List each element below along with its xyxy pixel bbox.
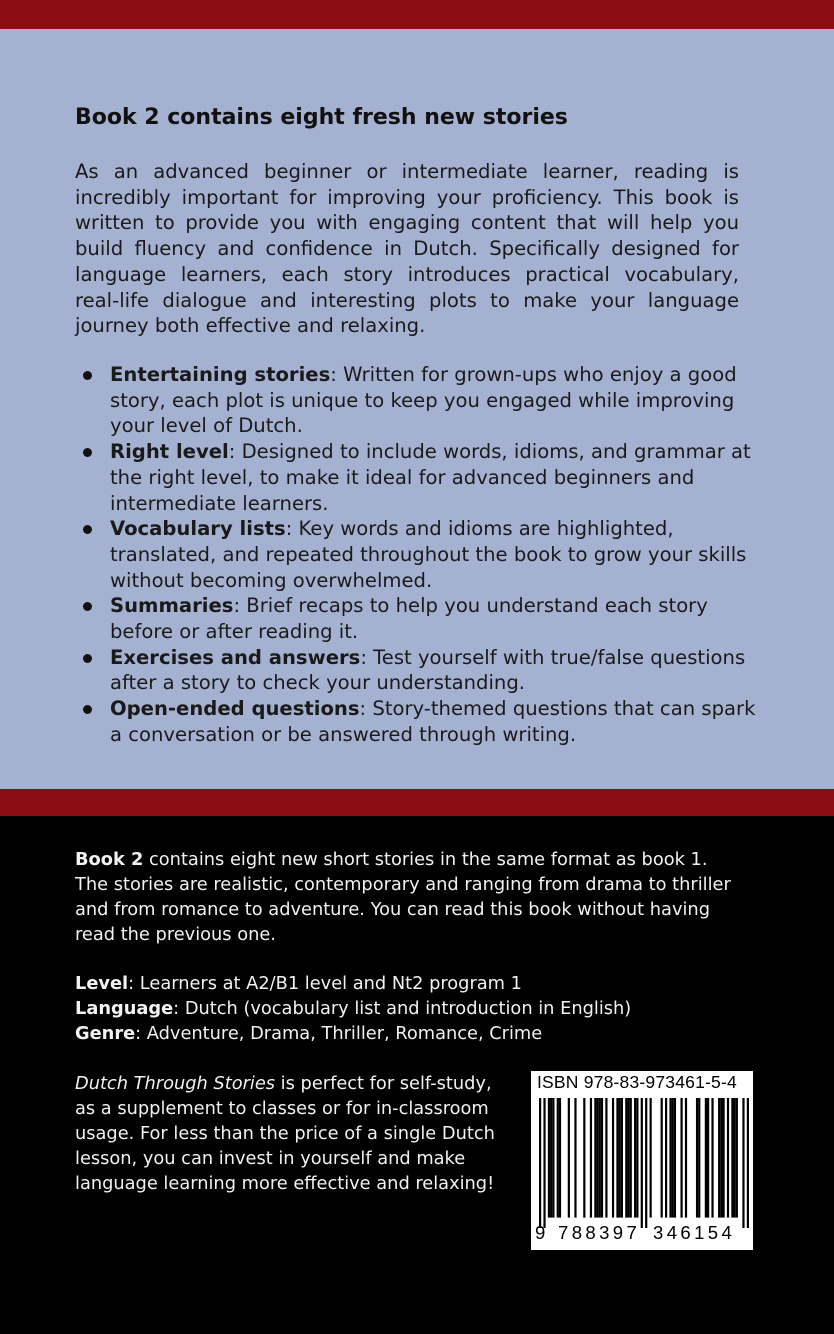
feature-text: : Test yourself with true/false questions after a story to check your understanding.: [110, 645, 746, 695]
barcode-bar: [612, 1098, 614, 1218]
bullet-icon: [83, 705, 92, 714]
list-item: [75, 645, 765, 696]
barcode-bar: [550, 1098, 552, 1218]
section-heading: Book 2 contains eight fresh new stories: [75, 105, 568, 130]
barcode-bar: [634, 1098, 636, 1218]
meta-label: Genre: [75, 1023, 136, 1044]
feature-list: [75, 362, 765, 748]
barcode-bar: [557, 1098, 559, 1218]
barcode-bars: [539, 1098, 749, 1228]
feature-term: Entertaining stories: [110, 363, 331, 386]
list-item: [75, 362, 765, 439]
series-pitch-text: is perfect for self-study, as a supplement to classes or for in-classroom usage. For less than the price of a single Dutch lesson, you can invest in yourself and make language learning more effective and relaxing!: [75, 1073, 495, 1194]
feature-term: Right level: [110, 440, 229, 464]
feature-term: Exercises and answers: [110, 645, 361, 669]
isbn-label: ISBN 978-83-973461-5-4: [537, 1072, 737, 1092]
top-red-band: [0, 0, 834, 29]
meta-value: : Learners at A2/B1 level and Nt2 program 1: [128, 973, 522, 994]
barcode-bar: [698, 1098, 700, 1218]
list-item: [75, 696, 765, 747]
book-summary: [75, 847, 745, 947]
book-metadata: [75, 971, 755, 1046]
barcode-guard-bar: [539, 1098, 541, 1228]
feature-text: : Key words and idioms are highlighted, translated, and repeated throughout the book to grow your skills without becoming overwhelmed.: [110, 517, 747, 592]
list-item: [75, 516, 765, 593]
barcode-bar: [718, 1098, 720, 1218]
barcode-bar: [661, 1098, 663, 1218]
series-title: Dutch Through Stories: [75, 1073, 276, 1094]
barcode-bar: [680, 1098, 682, 1218]
barcode-bar: [616, 1098, 618, 1218]
barcode-guard-bar: [543, 1098, 545, 1228]
barcode-bar: [705, 1098, 707, 1218]
barcode-bar: [599, 1098, 601, 1218]
barcode-bar: [552, 1098, 554, 1218]
book-summary-text: contains eight new short stories in the same format as book 1. The stories are realistic, contemporary and ranging from drama to thriller and from romance to adventure. You can read this book without having read the previous one.: [75, 849, 731, 945]
barcode-bar: [601, 1098, 603, 1218]
feature-text: : Designed to include words, idioms, and grammar at the right level, to make it ideal for advanced beginners and intermediate learners.: [110, 440, 751, 515]
meta-label: Language: [75, 998, 174, 1019]
barcode-bar: [734, 1098, 736, 1218]
barcode-guard-bar: [747, 1098, 749, 1228]
bullet-icon: [83, 602, 92, 611]
bullet-icon: [83, 371, 92, 380]
barcode-bar: [711, 1098, 713, 1218]
barcode-guard-bar: [641, 1098, 643, 1228]
barcode-bar: [685, 1098, 687, 1218]
barcode-bar: [636, 1098, 638, 1218]
barcode-bar: [596, 1098, 598, 1218]
barcode-bar: [583, 1098, 585, 1218]
barcode-bar: [590, 1098, 592, 1218]
barcode-bar: [621, 1098, 623, 1218]
feature-text: : Story-themed questions that can spark a conversation or be answered through writing.: [110, 697, 756, 746]
bullet-icon: [83, 448, 92, 457]
list-item: [75, 439, 765, 516]
barcode-bar: [627, 1098, 629, 1218]
barcode-bar: [568, 1098, 570, 1218]
barcode-digit-first: 9: [535, 1222, 546, 1243]
barcode-bar: [619, 1098, 621, 1218]
meta-label: Level: [75, 973, 129, 994]
barcode-digits-right: 346154: [653, 1222, 736, 1243]
series-pitch: [75, 1071, 495, 1196]
intro-paragraph: As an advanced beginner or intermediate learner, reading is incredibly important for improving your proficiency. This book is written to provide you with engaging content that will help you build fluency and confidence in Dutch. Specifically designed for language learners, each story introduces practical vocabulary, real-life dialogue and interesting plots to make your language journey both effective and relaxing.: [75, 160, 739, 338]
meta-level: [75, 971, 755, 996]
isbn-barcode: [531, 1071, 753, 1250]
bullet-icon: [83, 525, 92, 534]
meta-language: [75, 996, 755, 1021]
barcode-bar: [727, 1098, 729, 1218]
barcode-bar: [650, 1098, 652, 1218]
barcode-bar: [665, 1098, 667, 1218]
barcode-bar: [736, 1098, 738, 1218]
barcode-bar: [707, 1098, 709, 1218]
barcode-bar: [605, 1098, 607, 1218]
barcode-bar: [625, 1098, 627, 1218]
feature-term: Vocabulary lists: [110, 517, 286, 541]
barcode-bar: [548, 1098, 550, 1218]
book-summary-title: Book 2: [75, 849, 144, 870]
barcode-bar: [720, 1098, 722, 1218]
barcode-digits-left: 788397: [558, 1222, 641, 1243]
barcode-bar: [722, 1098, 724, 1218]
feature-term: Summaries: [110, 594, 234, 618]
bullet-icon: [83, 654, 92, 663]
middle-red-band: [0, 789, 834, 816]
meta-value: : Adventure, Drama, Thriller, Romance, Crime: [135, 1023, 543, 1044]
barcode-bar: [594, 1098, 596, 1218]
feature-text: : Brief recaps to help you understand each story before or after reading it.: [110, 594, 708, 644]
barcode-bar: [669, 1098, 671, 1218]
meta-genre: [75, 1021, 755, 1046]
list-item: [75, 593, 765, 644]
barcode-bar: [674, 1098, 676, 1218]
feature-term: Open-ended questions: [110, 697, 360, 721]
barcode-bar: [559, 1098, 561, 1218]
feature-text: : Written for grown-ups who enjoy a good story, each plot is unique to keep you engaged while improving your level of Dutch.: [110, 363, 737, 438]
barcode-bar: [630, 1098, 632, 1218]
barcode-bar: [574, 1098, 576, 1218]
meta-value: : Dutch (vocabulary list and introduction in English): [173, 998, 632, 1019]
barcode-bar: [696, 1098, 698, 1218]
barcode-guard-bar: [645, 1098, 647, 1228]
barcode-bar: [672, 1098, 674, 1218]
barcode-guard-bar: [742, 1098, 744, 1228]
barcode-bar: [731, 1098, 733, 1218]
